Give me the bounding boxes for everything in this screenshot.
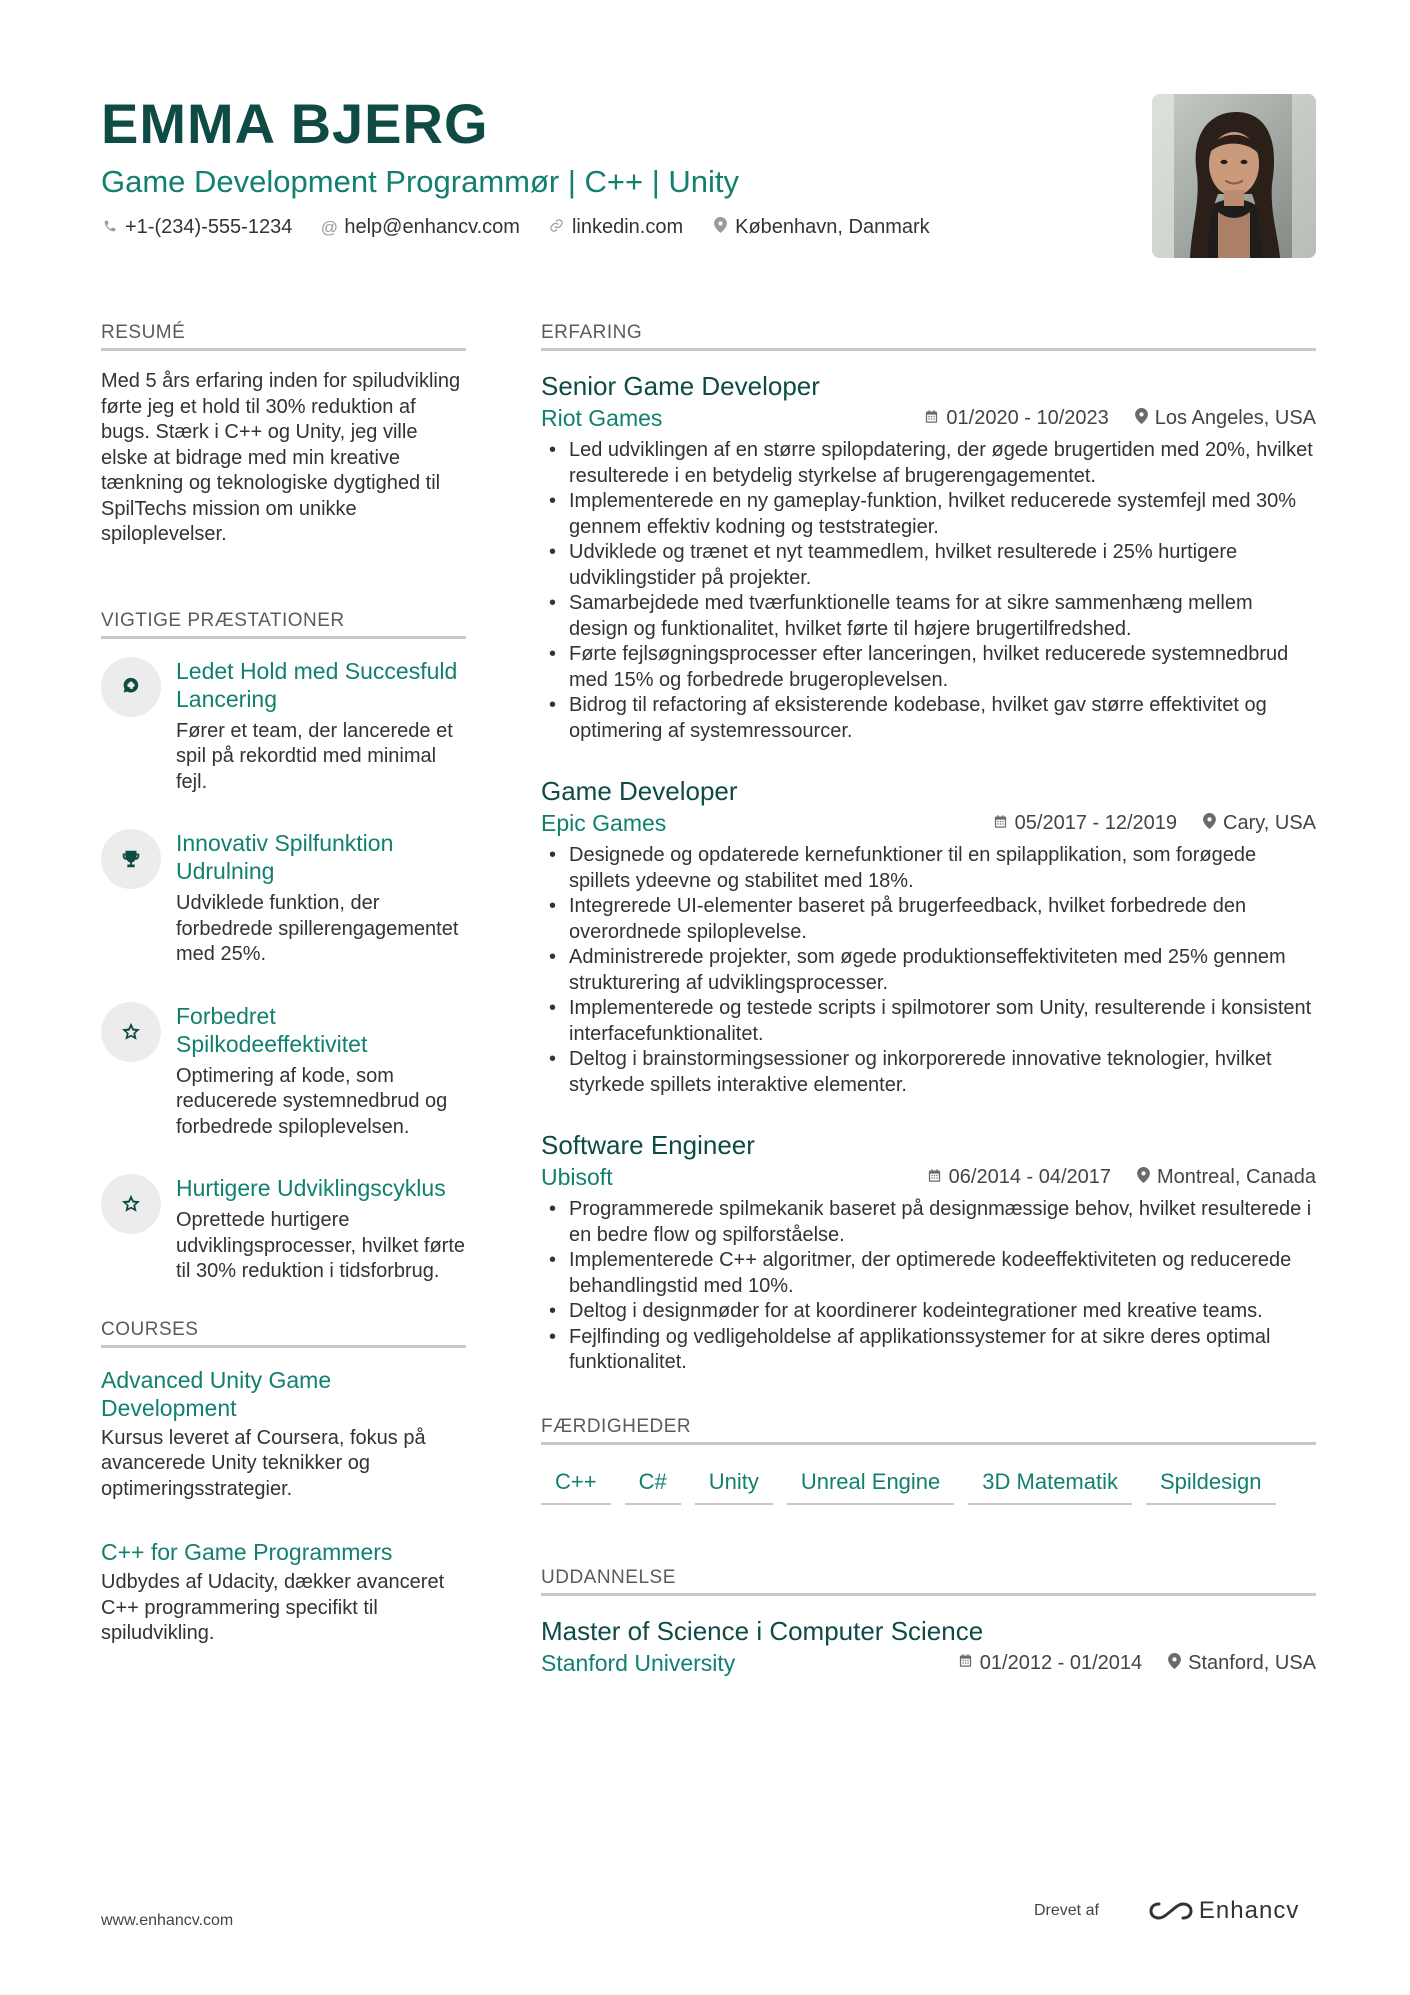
achievement-desc: Udviklede funktion, der forbedrede spillerengagementet med 25%. xyxy=(176,892,459,965)
course-item xyxy=(101,1538,466,1647)
achievement-title: Ledet Hold med Succesfuld Lancering xyxy=(176,657,458,712)
achievement-item xyxy=(101,1174,466,1285)
skill-tag: C++ xyxy=(541,1463,611,1505)
candidate-name: EMMA BJERG xyxy=(101,92,489,155)
job-bullet: • Fejlfinding og vedligeholdelse af applikationssystemer for at sikre deres optimal funktionalitet. xyxy=(541,1325,1316,1376)
star-icon xyxy=(101,1174,161,1234)
education-heading: UDDANNELSE xyxy=(541,1567,1316,1596)
course-desc: Kursus leveret af Coursera, fokus på avancerede Unity teknikker og optimeringsstrategier. xyxy=(101,1426,426,1500)
job-meta-row xyxy=(541,405,1316,432)
powered-by-label: Drevet af xyxy=(1034,1902,1099,1919)
brain-icon xyxy=(101,657,161,717)
course-desc: Udbydes af Udacity, dækker avanceret C++ programmering specifikt til spiludvikling. xyxy=(101,1571,445,1644)
location-icon xyxy=(1135,408,1148,429)
skill-tag: 3D Matematik xyxy=(968,1463,1132,1505)
job-location-wrap xyxy=(1137,1166,1316,1189)
skill-tag: Unreal Engine xyxy=(787,1463,954,1505)
job-bullet: • Deltog i designmøder for at koordinerer kodeintegrationer med kreative teams. xyxy=(541,1299,1316,1325)
contact-phone-text[interactable]: +1-(234)-555-1234 xyxy=(125,216,293,238)
job-location-wrap xyxy=(1203,812,1316,835)
course-title: Advanced Unity Game Development xyxy=(101,1366,332,1421)
left-column xyxy=(101,322,466,1683)
location-icon xyxy=(1203,813,1216,834)
summary-heading: RESUMÉ xyxy=(101,322,466,351)
achievement-title: Innovativ Spilfunktion Udrulning xyxy=(176,830,394,884)
education-location-wrap xyxy=(1168,1652,1316,1675)
skill-tag: Spildesign xyxy=(1146,1463,1276,1505)
degree-title: Master of Science i Computer Science xyxy=(541,1615,984,1646)
job-title: Senior Game Developer xyxy=(541,371,820,401)
brand-name: Enhancv xyxy=(1198,1897,1300,1924)
job-dates: 06/2014 - 04/2017 xyxy=(948,1166,1112,1188)
achievement-item xyxy=(101,1002,466,1141)
job-bullet: • Samarbejdede med tværfunktionelle teams for at sikre sammenhæng mellem design og funktionalitet, hvilket førte til højere brugertilfredshed. xyxy=(541,591,1316,642)
skill-tag: Unity xyxy=(695,1463,773,1505)
achievement-desc: Oprettede hurtigere udviklingsprocesser, hvilket førte til 30% reduktion i tidsforbrug. xyxy=(176,1209,466,1282)
courses-heading: COURSES xyxy=(101,1319,466,1348)
calendar-icon xyxy=(958,1653,973,1673)
job-bullet: • Implementerede C++ algoritmer, der optimerede kodeeffektiviteten og reducerede behandlingstid med 10%. xyxy=(541,1248,1316,1299)
calendar-icon xyxy=(924,409,939,429)
contact-linkedin xyxy=(548,216,683,239)
job-bullets xyxy=(541,438,1316,744)
course-item xyxy=(101,1366,466,1503)
link-icon xyxy=(548,218,566,238)
skill-tag: C# xyxy=(625,1463,681,1505)
location-icon xyxy=(1137,1167,1150,1188)
school-name: Stanford University xyxy=(541,1649,736,1676)
company-name: Riot Games xyxy=(541,405,663,431)
job-bullet: • Deltog i brainstormingsessioner og inkorporerede innovative teknologier, hvilket styrkede spillets interaktive elementer. xyxy=(541,1047,1316,1098)
job-bullet: • Implementerede og testede scripts i spilmotorer som Unity, resulterende i konsistent interfacefunktionalitet. xyxy=(541,996,1316,1047)
education-location: Stanford, USA xyxy=(1188,1651,1316,1674)
summary-text: Med 5 års erfaring inden for spiludvikling førte jeg et hold til 30% reduktion af bugs. Stærk i C++ og Unity, jeg ville elske at bidrage med min kreative tænkning og teknologiske dygtighed til SpilTechs mission om unikke spiloplevelser. xyxy=(101,370,461,545)
job-entry xyxy=(541,369,1316,744)
location-icon xyxy=(1168,1653,1181,1674)
job-bullets xyxy=(541,1197,1316,1376)
contact-email-text[interactable]: help@enhancv.com xyxy=(344,216,520,238)
footer-website[interactable]: www.enhancv.com xyxy=(101,1912,234,1929)
achievement-item xyxy=(101,829,466,968)
education-entry xyxy=(541,1614,1316,1677)
contact-bar xyxy=(101,216,1161,239)
contact-linkedin-text[interactable]: linkedin.com xyxy=(571,216,684,238)
job-bullet: • Programmerede spilmekanik baseret på designmæssige behov, hvilket resulterede i en bedre flow og spilforståelse. xyxy=(541,1197,1316,1248)
enhancv-logo[interactable] xyxy=(1147,1897,1299,1925)
candidate-title: Game Development Programmør | C++ | Unity xyxy=(101,164,740,199)
phone-icon xyxy=(101,218,119,238)
job-meta xyxy=(924,407,1316,430)
company-name: Epic Games xyxy=(541,810,667,836)
job-bullet: • Udviklede og trænet et nyt teammedlem, hvilket resulterede i 25% hurtigere udviklingstider på projekter. xyxy=(541,540,1316,591)
achievement-desc: Optimering af kode, som reducerede systemnedbrud og forbedrede spiloplevelsen. xyxy=(176,1064,448,1138)
job-location-wrap xyxy=(1135,407,1316,430)
contact-location xyxy=(711,216,930,239)
location-icon xyxy=(711,217,729,238)
skills-heading: FÆRDIGHEDER xyxy=(541,1416,1316,1445)
course-title: C++ for Game Programmers xyxy=(101,1539,393,1565)
calendar-icon xyxy=(927,1168,942,1188)
achievement-title: Forbedret Spilkodeeffektivitet xyxy=(176,1002,368,1057)
job-title: Software Engineer xyxy=(541,1130,755,1160)
resume-header xyxy=(101,88,1161,239)
job-bullet: • Administrerede projekter, som øgede produktionseffektiviteten med 25% gennem strukturering af udviklingsprocesser. xyxy=(541,945,1316,996)
job-meta-row xyxy=(541,1164,1316,1191)
job-location: Cary, USA xyxy=(1223,812,1316,834)
job-bullet: • Integrerede UI-elementer baseret på brugerfeedback, hvilket forbedrede den overordnede spiloplevelse. xyxy=(541,894,1316,945)
footer-brand-area xyxy=(1034,1897,1299,1925)
skills-list xyxy=(541,1463,1316,1529)
calendar-icon xyxy=(993,814,1008,834)
achievement-item xyxy=(101,657,466,796)
education-meta-row xyxy=(541,1650,1316,1677)
job-meta-row xyxy=(541,810,1316,837)
achievements-heading: VIGTIGE PRÆSTATIONER xyxy=(101,610,466,639)
job-entry xyxy=(541,774,1316,1098)
infinity-icon xyxy=(1147,1898,1195,1924)
contact-email xyxy=(320,216,520,239)
job-entry xyxy=(541,1128,1316,1376)
trophy-icon xyxy=(101,829,161,889)
contact-phone xyxy=(101,216,292,239)
job-bullet: • Designede og opdaterede kernefunktioner til en spilapplikation, som forøgede spillets ydeevne og stabilitet med 18%. xyxy=(541,843,1316,894)
company-name: Ubisoft xyxy=(541,1164,613,1190)
job-dates: 01/2020 - 10/2023 xyxy=(946,407,1109,429)
job-meta xyxy=(927,1166,1316,1189)
experience-heading: ERFARING xyxy=(541,322,1316,351)
profile-photo xyxy=(1152,94,1316,258)
job-title: Game Developer xyxy=(541,776,738,806)
job-bullet: • Led udviklingen af en større spilopdatering, der øgede brugertiden med 20%, hvilket resulterede i en betydelig styrkelse af brugerengagementet. xyxy=(541,438,1316,489)
job-location: Los Angeles, USA xyxy=(1154,407,1316,429)
job-dates: 05/2017 - 12/2019 xyxy=(1014,812,1178,834)
star-icon xyxy=(101,1002,161,1062)
right-column xyxy=(541,322,1316,1707)
achievement-title: Hurtigere Udviklingscyklus xyxy=(176,1175,446,1201)
achievement-desc: Fører et team, der lancerede et spil på rekordtid med minimal fejl. xyxy=(176,719,453,793)
job-bullet: • Førte fejlsøgningsprocesser efter lanceringen, hvilket reducerede systemnedbrud med 15% og forbedrede brugeroplevelsen. xyxy=(541,642,1316,693)
job-location: Montreal, Canada xyxy=(1157,1166,1316,1188)
job-meta xyxy=(993,812,1316,835)
education-dates: 01/2012 - 01/2014 xyxy=(979,1651,1143,1674)
education-meta xyxy=(958,1652,1316,1675)
at-icon: @ xyxy=(320,217,338,237)
job-bullet: • Implementerede en ny gameplay-funktion, hvilket reducerede systemfejl med 30% gennem effektiv kodning og teststrategier. xyxy=(541,489,1316,540)
contact-location-text: København, Danmark xyxy=(735,216,930,238)
job-bullets xyxy=(541,843,1316,1098)
job-bullet: • Bidrog til refactoring af eksisterende kodebase, hvilket gav større effektivitet og optimering af systemressourcer. xyxy=(541,693,1316,744)
